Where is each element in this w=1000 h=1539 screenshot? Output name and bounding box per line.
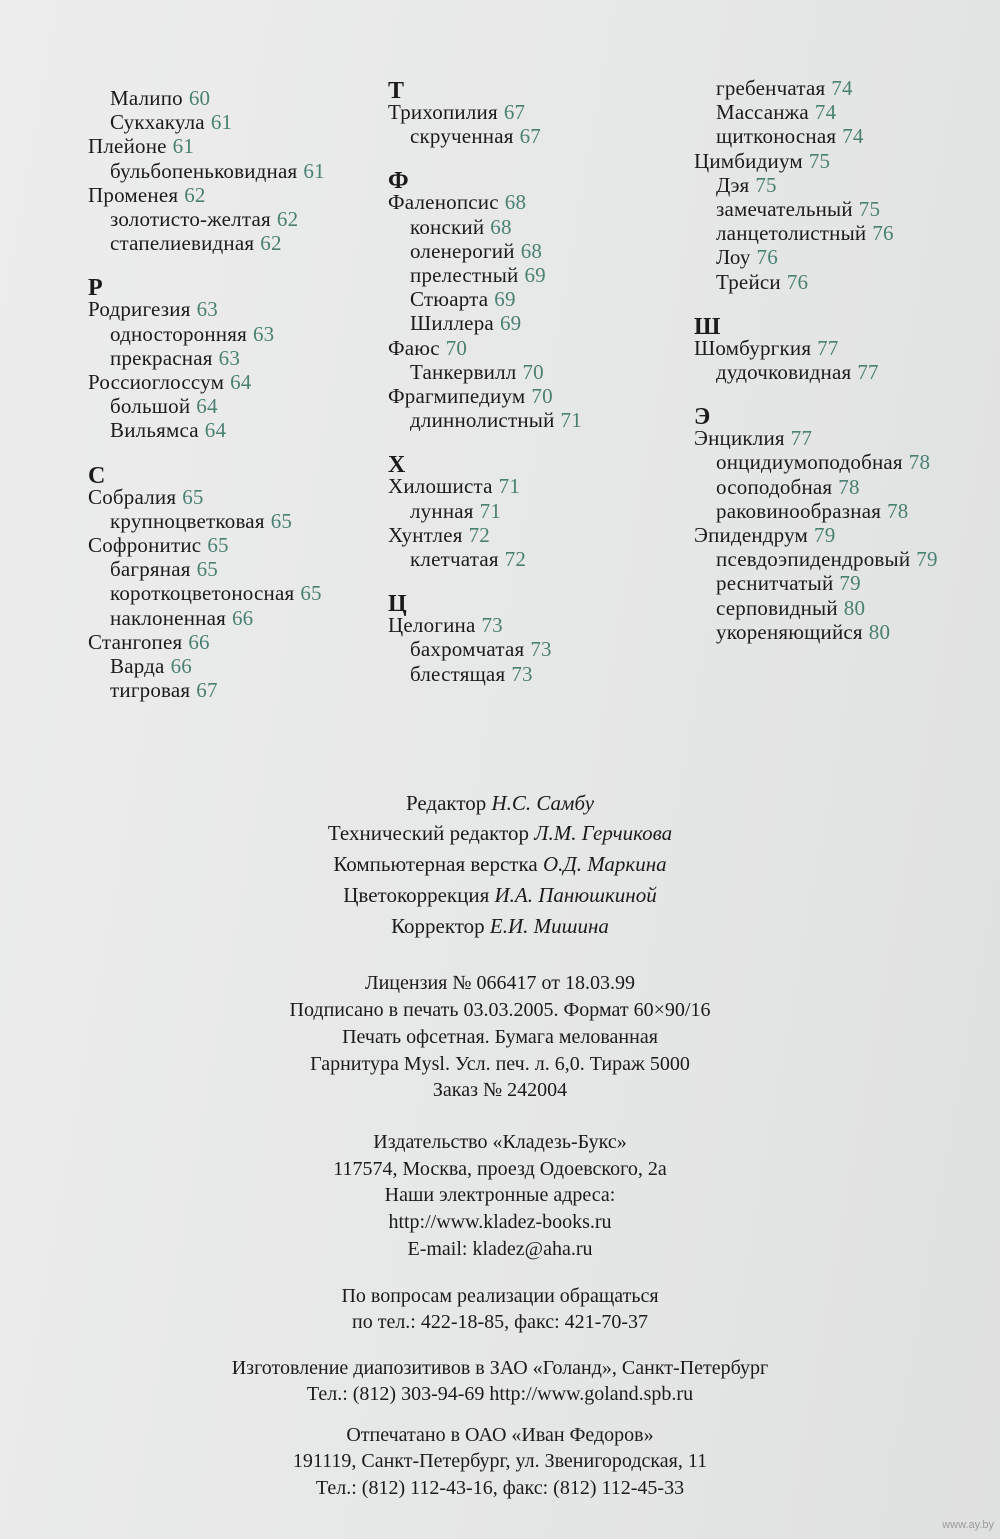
entry-name: прекрасная xyxy=(110,345,213,370)
entry-name: Массанжа xyxy=(716,100,809,125)
entry-name: конский xyxy=(410,214,485,239)
sales-line: По вопросам реализации обращаться xyxy=(341,1285,659,1307)
index-subentry xyxy=(410,637,552,661)
index-entry xyxy=(388,613,503,637)
sales-line: по тел.: 422-18-85, факс: 421-70-37 xyxy=(352,1311,648,1333)
entry-name: наклоненная xyxy=(110,605,226,630)
index-subentry xyxy=(110,207,298,231)
entry-name: большой xyxy=(110,394,191,419)
page-number: 67 xyxy=(519,124,541,149)
imprint-line: Подписано в печать 03.03.2005. Формат 60×90/16 xyxy=(289,999,711,1021)
entry-name: Трейси xyxy=(716,269,781,294)
entry-name: бахромчатая xyxy=(410,637,525,662)
printer-line: 191119, Санкт-Петербург, ул. Звенигородская, 11 xyxy=(292,1450,708,1472)
index-entry xyxy=(388,100,525,124)
entry-name: золотисто-желтая xyxy=(110,207,271,231)
entry-name: Вильямса xyxy=(110,418,199,443)
page-number: 65 xyxy=(207,533,229,557)
index-subentry xyxy=(410,408,582,432)
credit-line: Технический редактор Л.М. Герчикова xyxy=(327,821,673,845)
index-subentry xyxy=(410,239,542,263)
index-subentry xyxy=(410,311,521,335)
index-subentry xyxy=(410,547,526,571)
index-subentry xyxy=(110,509,292,533)
page-number: 79 xyxy=(839,571,861,596)
page-number: 62 xyxy=(260,231,282,256)
page-number: 77 xyxy=(790,426,813,451)
entry-name: Трихопилия xyxy=(388,100,498,124)
entry-name: осоподобная xyxy=(716,474,833,499)
index-letter-heading: С xyxy=(88,462,106,489)
page-number: 70 xyxy=(522,359,544,384)
index-entry xyxy=(388,190,526,214)
entry-name: серповидный xyxy=(716,595,838,620)
page-number: 75 xyxy=(808,148,831,173)
index-subentry xyxy=(110,418,226,442)
entry-name: Дэя xyxy=(716,172,750,197)
entry-name: ланцетолистный xyxy=(716,221,867,246)
entry-name: односторонняя xyxy=(110,321,247,346)
page-number: 65 xyxy=(300,581,322,606)
index-entry xyxy=(88,630,210,654)
index-subentry xyxy=(410,215,512,239)
index-subentry xyxy=(110,678,218,702)
credit-line: Цветокоррекция И.А. Панюшкиной xyxy=(343,883,657,907)
page-number: 72 xyxy=(468,522,490,547)
index-entry xyxy=(694,426,812,450)
index-subentry xyxy=(110,110,232,134)
index-entry xyxy=(694,149,830,173)
entry-name: клетчатая xyxy=(410,547,499,571)
index-subentry xyxy=(716,571,861,595)
page-number: 62 xyxy=(184,182,206,207)
page-number: 65 xyxy=(182,484,204,509)
index-entry xyxy=(388,336,467,360)
page-number: 64 xyxy=(204,418,227,443)
page-number: 77 xyxy=(857,360,879,384)
index-letter-heading: Ш xyxy=(694,313,721,340)
entry-name: дудочковидная xyxy=(716,360,852,384)
page-number: 76 xyxy=(872,221,894,246)
entry-name: раковинообразная xyxy=(716,498,882,523)
entry-name: Софронитис xyxy=(88,533,202,557)
page-number: 74 xyxy=(842,124,864,149)
credit-line: Компьютерная верстка О.Д. Маркина xyxy=(333,852,667,876)
entry-name: Фаюс xyxy=(388,335,440,360)
index-subentry xyxy=(110,557,218,581)
index-subentry xyxy=(110,86,210,110)
index-letter-heading: Э xyxy=(694,404,711,431)
entry-name: Родригезия xyxy=(88,297,191,322)
entry-name: бульбопеньковидная xyxy=(110,158,298,183)
index-entry xyxy=(694,523,835,547)
page-number: 79 xyxy=(814,523,836,547)
entry-name: Цимбидиум xyxy=(694,148,803,173)
page-number: 65 xyxy=(270,508,293,533)
index-letter-heading: Р xyxy=(88,275,103,302)
index-subentry xyxy=(716,221,894,245)
page-number: 62 xyxy=(276,207,299,231)
printer-line: Отпечатано в ОАО «Иван Федоров» xyxy=(346,1424,654,1446)
page-number: 78 xyxy=(908,450,931,475)
index-subentry xyxy=(716,124,864,148)
entry-name: щитконосная xyxy=(716,124,837,149)
index-subentry xyxy=(110,654,192,678)
index-subentry xyxy=(110,346,240,370)
page-number: 75 xyxy=(858,197,881,221)
entry-name: стапелиевидная xyxy=(110,231,255,256)
entry-name: Целогина xyxy=(388,613,476,638)
index-subentry xyxy=(716,620,890,644)
page-number: 78 xyxy=(838,474,860,499)
page-number: 76 xyxy=(786,269,809,294)
entry-name: Малипо xyxy=(110,86,183,110)
page-number: 70 xyxy=(445,335,468,360)
page-number: 80 xyxy=(843,595,866,620)
entry-name: гребенчатая xyxy=(716,76,826,100)
imprint-line: Печать офсетная. Бумага мелованная xyxy=(342,1026,658,1048)
index-entry xyxy=(388,523,490,547)
page-number: 61 xyxy=(303,158,325,183)
entry-name: лунная xyxy=(410,498,474,523)
index-subentry xyxy=(716,596,865,620)
entry-name: блестящая xyxy=(410,661,506,686)
index-subentry xyxy=(110,159,325,183)
entry-name: реснитчатый xyxy=(716,571,834,596)
index-subentry xyxy=(716,100,836,124)
page-number: 66 xyxy=(188,629,210,654)
index-subentry xyxy=(716,245,778,269)
page-number: 74 xyxy=(831,76,853,100)
entry-name: псевдоэпидендровый xyxy=(716,547,911,572)
index-entry xyxy=(388,384,553,408)
index-subentry xyxy=(716,173,777,197)
page-number: 63 xyxy=(196,297,218,322)
index-subentry xyxy=(716,499,908,523)
page-number: 79 xyxy=(916,547,938,572)
index-entry xyxy=(88,134,194,158)
imprint-line: Заказ № 242004 xyxy=(432,1079,568,1101)
index-letter-heading: Х xyxy=(388,452,406,479)
page-number: 78 xyxy=(887,498,909,523)
page-number: 64 xyxy=(196,394,218,419)
entry-name: онцидиумоподобная xyxy=(716,450,903,475)
index-subentry xyxy=(110,322,274,346)
index-subentry xyxy=(410,263,546,287)
index-subentry xyxy=(716,547,938,571)
index-subentry xyxy=(716,360,879,384)
entry-name: Плейоне xyxy=(88,134,167,159)
page-number: 80 xyxy=(868,619,891,644)
index-subentry xyxy=(716,197,880,221)
page-number: 68 xyxy=(520,238,543,263)
entry-name: короткоцветоносная xyxy=(110,581,295,606)
entry-name: тигровая xyxy=(110,678,191,703)
index-subentry xyxy=(716,450,930,474)
page-number: 68 xyxy=(490,214,512,239)
page-number: 71 xyxy=(479,498,502,523)
page-number: 66 xyxy=(170,654,192,678)
page-number: 73 xyxy=(530,637,552,662)
page-number: 77 xyxy=(817,335,839,360)
index-subentry xyxy=(110,581,322,605)
index-subentry xyxy=(110,231,282,255)
index-entry xyxy=(88,485,204,509)
page-number: 69 xyxy=(499,311,522,336)
page-number: 71 xyxy=(560,408,582,433)
page-number: 69 xyxy=(494,287,516,312)
index-subentry xyxy=(410,124,541,148)
page-number: 70 xyxy=(531,384,553,408)
imprint-line: Лицензия № 066417 от 18.03.99 xyxy=(365,972,635,994)
index-entry xyxy=(388,474,520,498)
index-subentry xyxy=(716,76,853,100)
index-subentry xyxy=(410,499,501,523)
index-subentry xyxy=(716,270,808,294)
page-number: 63 xyxy=(252,321,275,346)
page-number: 73 xyxy=(511,661,533,686)
index-subentry xyxy=(410,662,533,686)
printer-line: Тел.: (812) 112-43-16, факс: (812) 112-45-33 xyxy=(315,1477,685,1499)
entry-name: Собралия xyxy=(88,484,177,509)
index-letter-heading: Т xyxy=(388,78,405,104)
entry-name: Фаленопсис xyxy=(388,190,499,215)
publisher-url[interactable]: http://www.kladez-books.ru xyxy=(388,1211,612,1233)
page-number: 67 xyxy=(503,100,526,124)
index-letter-heading: Ц xyxy=(388,591,407,618)
entry-name: Променея xyxy=(88,182,179,207)
page-number: 68 xyxy=(504,190,527,215)
page-number: 67 xyxy=(196,678,218,703)
entry-name: Лоу xyxy=(716,245,751,270)
page-number: 66 xyxy=(231,605,254,630)
page-number: 73 xyxy=(481,613,503,638)
entry-name: укореняющийся xyxy=(716,619,863,644)
index-subentry xyxy=(110,606,253,630)
credit-line: Редактор Н.С. Самбу xyxy=(405,791,595,815)
index-entry xyxy=(88,297,218,321)
entry-name: Стангопея xyxy=(88,629,183,654)
page-number: 60 xyxy=(188,86,211,110)
page-number: 69 xyxy=(524,263,546,287)
entry-name: Стюарта xyxy=(410,287,489,312)
index-entry xyxy=(88,183,206,207)
entry-name: скрученная xyxy=(410,124,514,149)
page-number: 76 xyxy=(756,245,778,270)
entry-name: Варда xyxy=(110,654,165,678)
watermark: www.ay.by xyxy=(942,1519,994,1531)
entry-name: длиннолистный xyxy=(410,408,555,433)
entry-name: Танкервилл xyxy=(410,359,517,384)
publisher-line: Наши электронные адреса: xyxy=(384,1184,616,1206)
entry-name: Фрагмипедиум xyxy=(388,384,526,408)
page-number: 64 xyxy=(230,370,252,394)
entry-name: Шиллера xyxy=(410,311,494,336)
index-subentry xyxy=(410,360,544,384)
imprint-line: Гарнитура Mysl. Усл. печ. л. 6,0. Тираж 5000 xyxy=(310,1053,690,1075)
entry-name: оленерогий xyxy=(410,238,515,263)
entry-name: Энциклия xyxy=(694,426,785,451)
entry-name: багряная xyxy=(110,557,191,582)
entry-name: замечательный xyxy=(716,197,853,221)
page-number: 65 xyxy=(196,557,219,582)
credit-line: Корректор Е.И. Мишина xyxy=(391,914,609,938)
index-entry xyxy=(88,533,229,557)
entry-name: Эпидендрум xyxy=(694,523,809,547)
page-number: 74 xyxy=(814,100,837,125)
entry-name: Хунтлея xyxy=(388,522,463,547)
index-entry xyxy=(694,336,839,360)
slides-line: Тел.: (812) 303-94-69 http://www.goland.spb.ru xyxy=(306,1383,694,1405)
publisher-line: 117574, Москва, проезд Одоевского, 2а xyxy=(333,1158,667,1180)
entry-name: Сукхакула xyxy=(110,110,205,135)
index-subentry xyxy=(110,394,218,418)
entry-name: Шомбургкия xyxy=(694,335,812,360)
page-number: 75 xyxy=(755,172,777,197)
index-subentry xyxy=(716,475,860,499)
page-number: 71 xyxy=(498,474,521,499)
index-entry xyxy=(88,370,252,394)
page-number: 63 xyxy=(218,345,241,370)
page-number: 72 xyxy=(504,547,527,571)
publisher-email[interactable]: E-mail: kladez@aha.ru xyxy=(407,1238,593,1260)
index-subentry xyxy=(410,287,516,311)
slides-line: Изготовление диапозитивов в ЗАО «Голанд», Санкт-Петербург xyxy=(231,1357,769,1379)
index-letter-heading: Ф xyxy=(388,168,409,195)
publisher-line: Издательство «Кладезь-Букс» xyxy=(373,1131,627,1153)
page-number: 61 xyxy=(172,134,195,159)
entry-name: Россиоглоссум xyxy=(88,370,225,394)
page-number: 61 xyxy=(210,110,233,135)
entry-name: крупноцветковая xyxy=(110,508,265,533)
entry-name: Хилошиста xyxy=(388,474,493,499)
entry-name: прелестный xyxy=(410,263,519,287)
